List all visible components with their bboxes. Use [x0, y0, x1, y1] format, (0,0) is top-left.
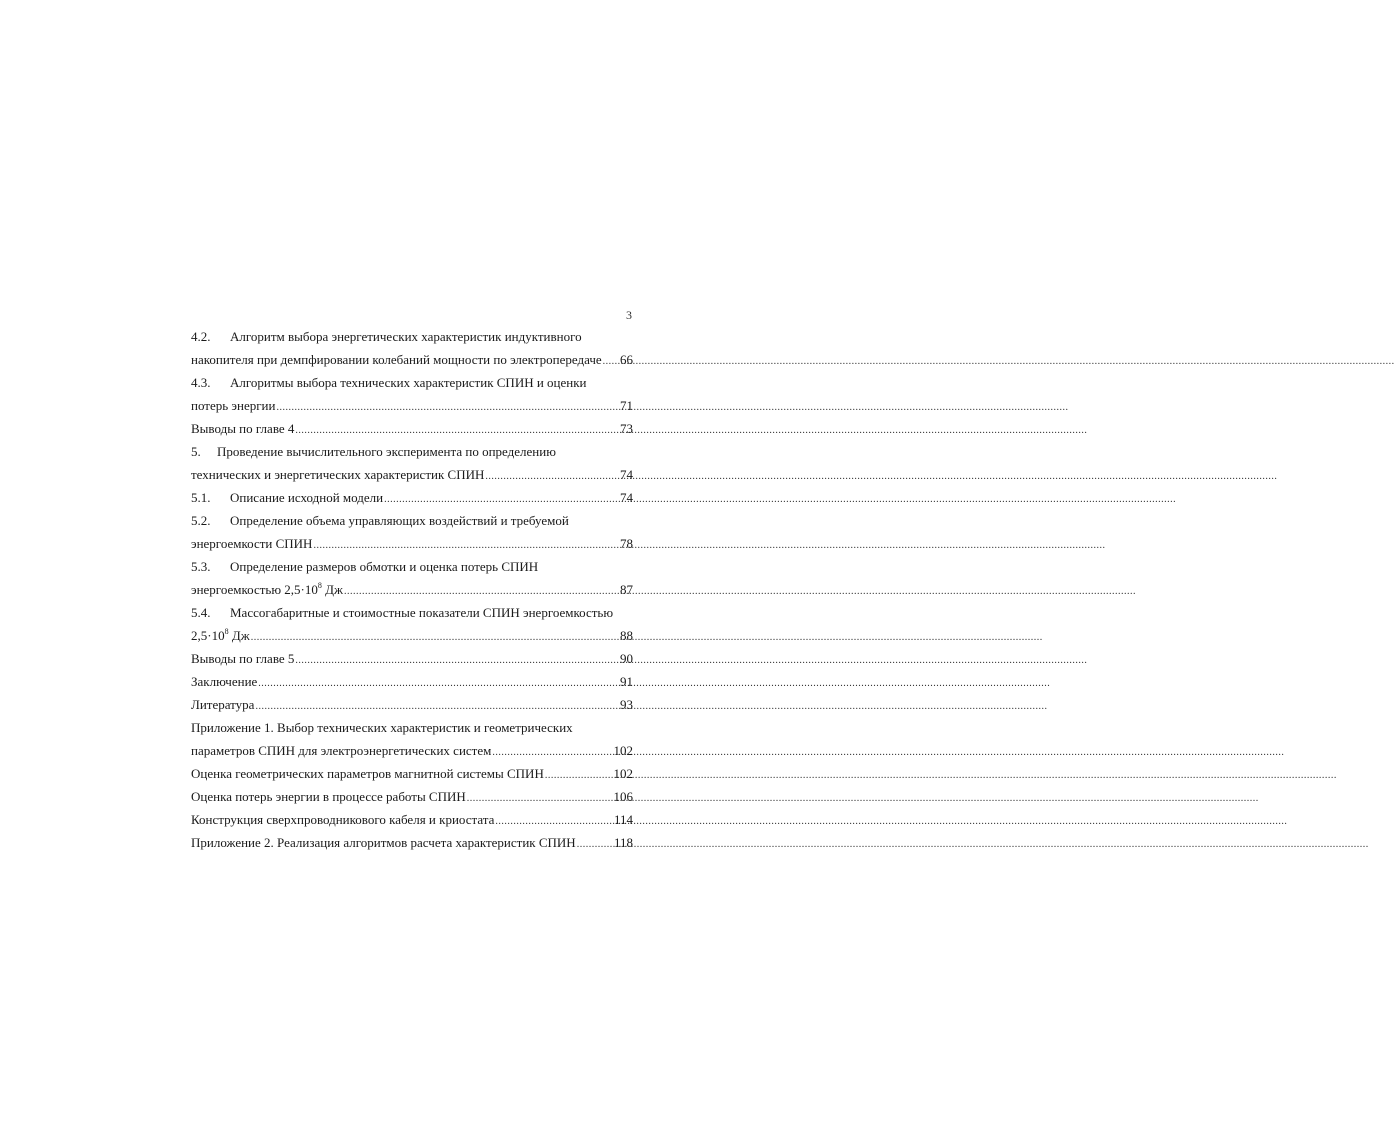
toc-page-number: 102 — [613, 743, 633, 758]
toc-entry-conclusions-ch4[interactable] — [191, 417, 633, 440]
toc-entry-5-3[interactable] — [191, 555, 633, 601]
toc-entry-5[interactable] — [191, 440, 633, 486]
dot-leader — [295, 419, 619, 442]
toc-entry-number: 5.4. — [191, 605, 211, 620]
toc-page-number: 88 — [620, 628, 633, 643]
toc-page-number: 93 — [620, 697, 633, 712]
toc-page-number: 90 — [620, 651, 633, 666]
toc-entry-number: 4.2. — [191, 329, 211, 344]
toc-entry-title-cont: энергоемкости СПИН — [191, 536, 313, 551]
toc-entry-title: Оценка геометрических параметров магнитной системы СПИН — [191, 766, 544, 781]
toc-entry-title-cont: потерь энергии — [191, 398, 276, 413]
toc-page-number: 91 — [620, 674, 633, 689]
toc-entry-title: Приложение 2. Реализация алгоритмов расчета характеристик СПИН — [191, 835, 576, 850]
dot-leader — [255, 695, 619, 718]
toc-entry-number: 5.3. — [191, 559, 211, 574]
dot-leader — [344, 580, 619, 603]
page-number: 3 — [626, 308, 632, 322]
toc-entry-number: 5.1. — [191, 490, 211, 505]
toc-entry-cable-design[interactable] — [191, 808, 633, 831]
toc-entry-4-3[interactable] — [191, 371, 633, 417]
toc-entry-title: Алгоритмы выбора технических характеристик СПИН и оценки — [230, 375, 587, 390]
toc-entry-5-4[interactable] — [191, 601, 633, 647]
toc-entry-number: 4.3. — [191, 375, 211, 390]
toc-entry-appendix-2[interactable] — [191, 831, 633, 854]
dot-leader — [485, 465, 619, 488]
dot-leader — [577, 833, 613, 856]
toc-entry-title: Литература — [191, 697, 255, 712]
dot-leader — [603, 350, 619, 373]
toc-entry-title-cont: параметров СПИН для электроэнергетических систем — [191, 743, 492, 758]
toc-entry-title-cont: технических и энергетических характеристик СПИН — [191, 467, 485, 482]
toc-entry-title: Заключение — [191, 674, 258, 689]
dot-leader — [251, 626, 619, 649]
toc-entry-5-1[interactable] — [191, 486, 633, 509]
toc-page-number: 74 — [620, 467, 633, 482]
toc-entry-title: Алгоритм выбора энергетических характеристик индуктивного — [230, 329, 582, 344]
toc-page-number: 78 — [620, 536, 633, 551]
toc-entry-appendix-1[interactable] — [191, 716, 633, 762]
dot-leader — [313, 534, 619, 557]
toc-page-number: 73 — [620, 421, 633, 436]
toc-entry-title: Выводы по главе 4 — [191, 421, 295, 436]
toc-entry-title: Описание исходной модели — [230, 490, 384, 505]
toc-entry-4-2[interactable] — [191, 325, 633, 371]
toc-entry-title: Выводы по главе 5 — [191, 651, 295, 666]
table-of-contents — [191, 325, 633, 854]
dot-leader — [492, 741, 612, 764]
dot-leader — [384, 488, 619, 511]
toc-entry-conclusion[interactable] — [191, 670, 633, 693]
toc-entry-number: 5. — [191, 444, 201, 459]
toc-entry-title-cont: энергоемкостью $2,5\cdot 10^8$ Дж — [191, 580, 343, 597]
toc-page-number: 66 — [620, 352, 633, 367]
toc-entry-loss-estimate[interactable] — [191, 785, 633, 808]
toc-page-number: 71 — [620, 398, 633, 413]
toc-entry-title: Оценка потерь энергии в процессе работы СПИН — [191, 789, 466, 804]
toc-entry-title: Определение объема управляющих воздействий и требуемой — [230, 513, 569, 528]
dot-leader — [276, 396, 619, 419]
toc-page-number: 118 — [613, 835, 633, 850]
dot-leader — [295, 649, 619, 672]
dot-leader — [545, 764, 613, 787]
toc-page-number: 102 — [613, 766, 633, 781]
toc-entry-conclusions-ch5[interactable] — [191, 647, 633, 670]
dot-leader — [258, 672, 619, 695]
toc-page-number: 114 — [613, 812, 633, 827]
toc-entry-title-cont: $2,5\cdot 10^8$ Дж — [191, 626, 250, 643]
toc-entry-number: 5.2. — [191, 513, 211, 528]
toc-entry-title-cont: накопителя при демпфировании колебаний мощности по электропередаче — [191, 352, 602, 367]
toc-page-number: 87 — [620, 582, 633, 597]
toc-entry-references[interactable] — [191, 693, 633, 716]
toc-entry-title: Приложение 1. Выбор технических характеристик и геометрических — [191, 720, 573, 735]
dot-leader — [495, 810, 613, 833]
dot-leader — [467, 787, 613, 810]
toc-entry-title: Конструкция сверхпроводникового кабеля и криостата — [191, 812, 495, 827]
toc-entry-title: Проведение вычислительного эксперимента по определению — [217, 444, 556, 459]
toc-page-number: 106 — [613, 789, 633, 804]
toc-entry-title: Массогабаритные и стоимостные показатели СПИН энергоемкостью — [230, 605, 614, 620]
toc-entry-geometry-estimate[interactable] — [191, 762, 633, 785]
toc-page-number: 74 — [620, 490, 633, 505]
toc-entry-title: Определение размеров обмотки и оценка потерь СПИН — [230, 559, 539, 574]
toc-entry-5-2[interactable] — [191, 509, 633, 555]
